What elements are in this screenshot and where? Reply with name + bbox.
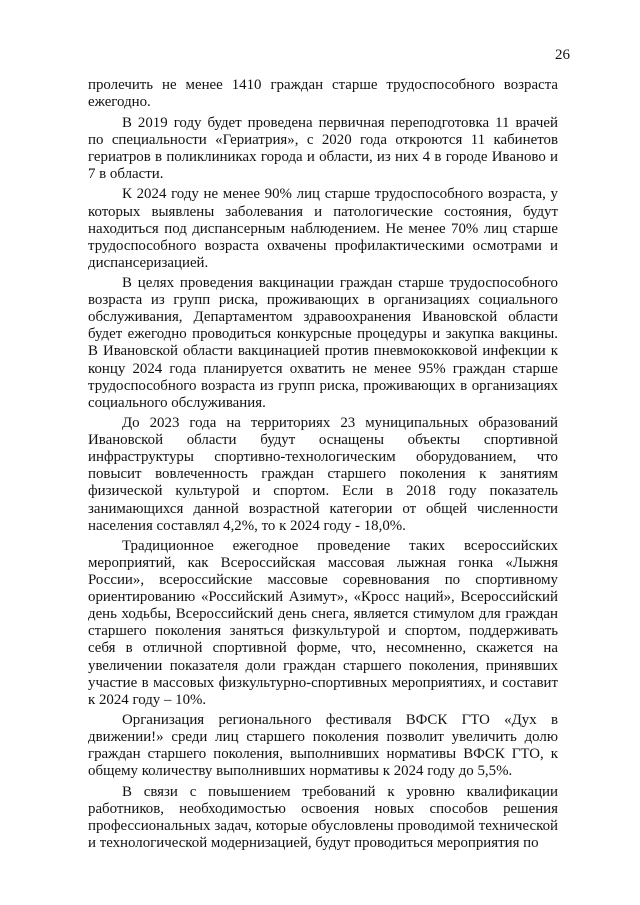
paragraph: В 2019 году будет проведена первичная переподготовка 11 врачей по специальности «Гериатрия», с 2020 года откроются 11 кабинетов гериатров в поликлиниках города и области, из них 4 в городе Иваново и 7 в области. — [88, 114, 558, 182]
body-text — [88, 77, 558, 856]
paragraph: В целях проведения вакцинации граждан старше трудоспособного возраста из групп риска, проживающих в организациях социального обслуживания, Департаментом здравоохранения Ивановской области будет ежегодно проводиться конкурсные процедуры и закупка вакцины. В Ивановской области вакцинацией против пневмококковой инфекции к концу 2024 года планируется охватить не менее 95% граждан старше трудоспособного возраста из групп риска, проживающих в организациях социального обслуживания. — [88, 275, 558, 411]
paragraph: пролечить не менее 1410 граждан старше трудоспособного возраста ежегодно. — [88, 77, 558, 111]
page-number: 26 — [555, 47, 570, 63]
paragraph: В связи с повышением требований к уровню квалификации работников, необходимостью освоения новых способов решения профессиональных задач, которые обусловлены проводимой технической и технологической модернизацией, будут проводиться мероприятия по — [88, 784, 558, 852]
paragraph: Традиционное ежегодное проведение таких всероссийских мероприятий, как Всероссийская массовая лыжная гонка «Лыжня России», всероссийские массовые соревнования по спортивному ориентированию «Российский Азимут», «Кросс наций», Всероссийский день ходьбы, Всероссийский день снега, является стимулом для граждан старшего поколения заняться физкультурой и спортом, поддерживать себя в отличной спортивной форме, что, несомненно, скажется на увеличении показателя доли граждан старшего поколения, принявших участие в массовых физкультурно-спортивных мероприятиях, и составит к 2024 году – 10%. — [88, 538, 558, 708]
paragraph: К 2024 году не менее 90% лиц старше трудоспособного возраста, у которых выявлены заболевания и патологические состояния, будут находиться под диспансерным наблюдением. Не менее 70% лиц старше трудоспособного возраста охвачены профилактическими осмотрами и диспансеризацией. — [88, 186, 558, 271]
paragraph: Организация регионального фестиваля ВФСК ГТО «Дух в движении!» среди лиц старшего поколения позволит увеличить долю граждан старшего поколения, выполнивших нормативы ВФСК ГТО, к общему количеству выполнивших нормативы к 2024 году до 5,5%. — [88, 712, 558, 780]
paragraph: До 2023 года на территориях 23 муниципальных образований Ивановской области будут оснащены объекты спортивной инфраструктуры спортивно-технологическим оборудованием, что повысит вовлеченность граждан старшего поколения к занятиям физической культурой и спортом. Если в 2018 году показатель занимающихся данной возрастной категории от общей численности населения составлял 4,2%, то к 2024 году - 18,0%. — [88, 415, 558, 534]
